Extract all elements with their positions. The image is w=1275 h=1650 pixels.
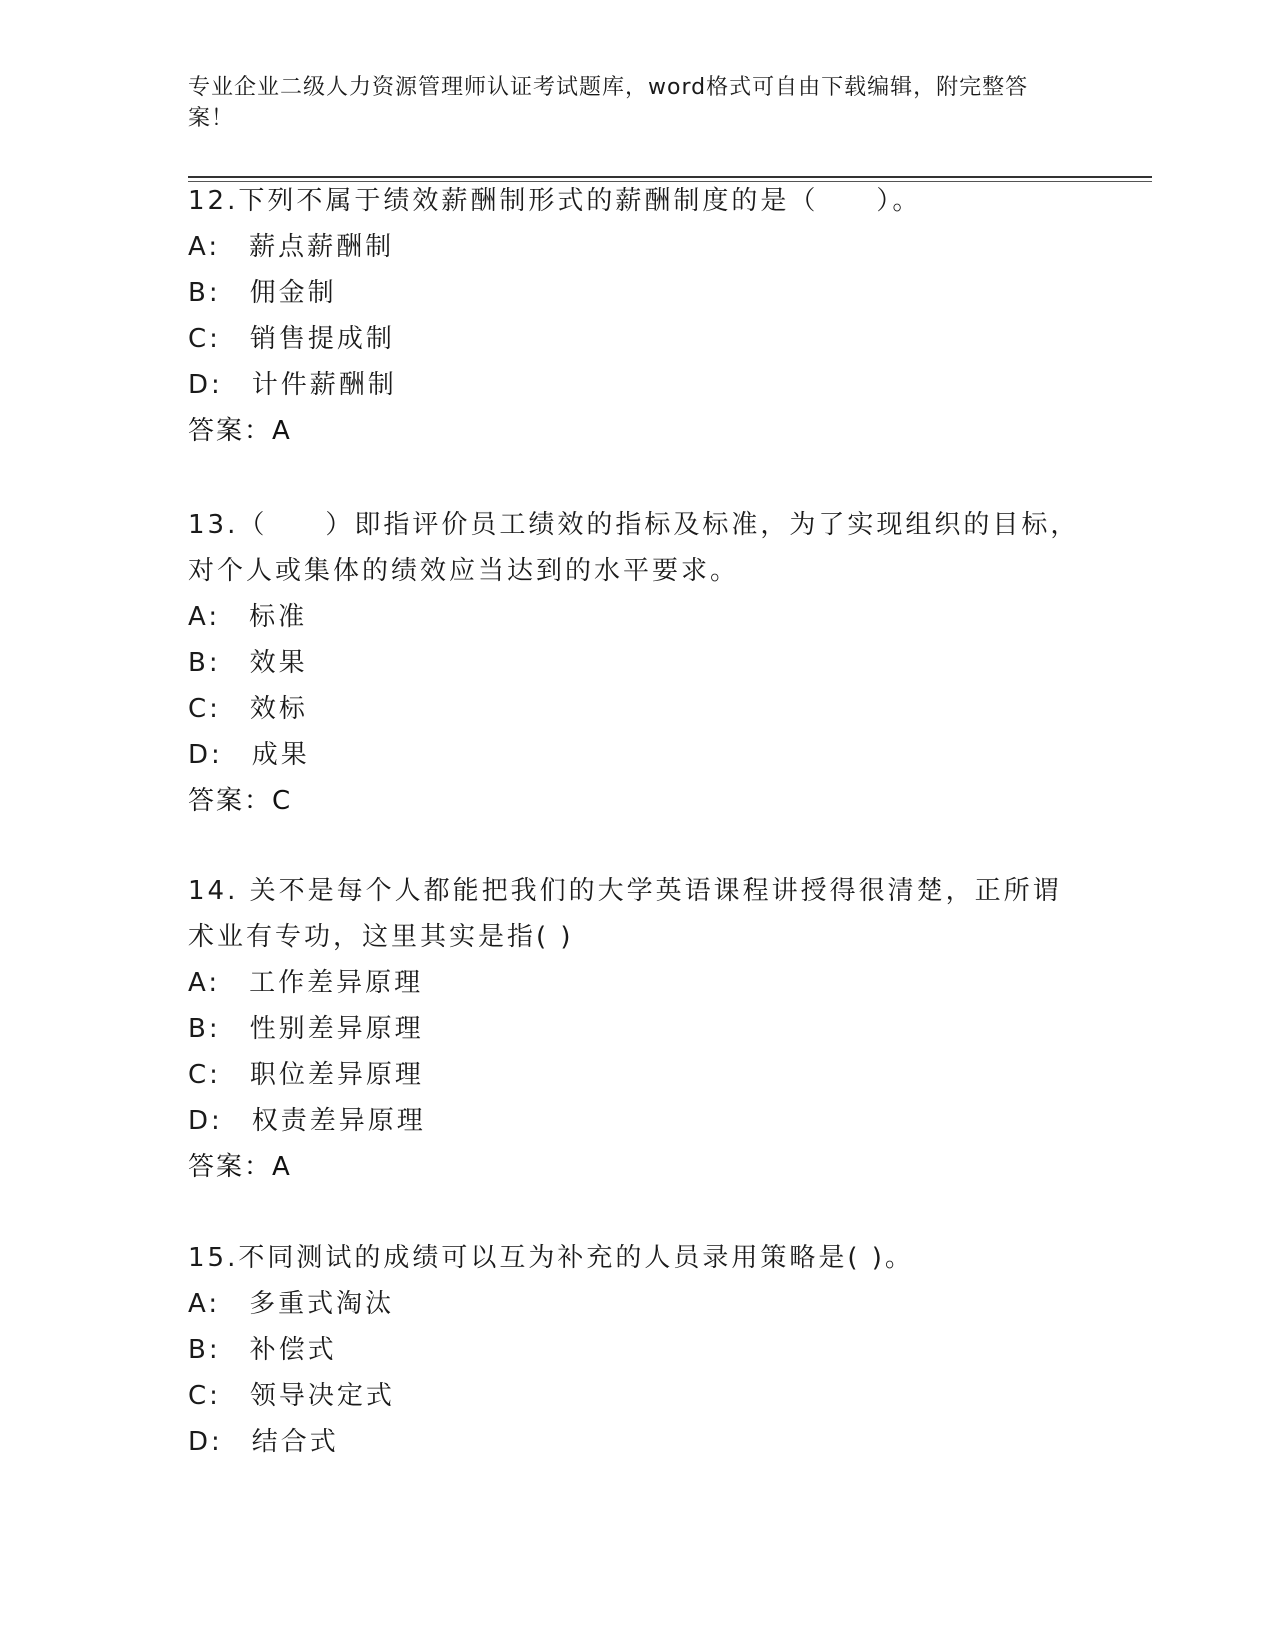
question-15 — [188, 1235, 1088, 1465]
option-b: B: 效果 — [188, 648, 308, 678]
option-b: B: 佣金制 — [188, 278, 337, 308]
option-c: C: 职位差异原理 — [188, 1060, 424, 1090]
question-stem: 14. 关不是每个人都能把我们的大学英语课程讲授得很清楚，正所谓术业有专功，这里其实是指( ) — [188, 876, 1062, 952]
question-stem: 15.不同测试的成绩可以互为补充的人员录用策略是( )。 — [188, 1243, 914, 1273]
option-c: C: 销售提成制 — [188, 324, 395, 354]
option-d: D: 结合式 — [188, 1427, 339, 1457]
question-12 — [188, 178, 1088, 454]
option-a: A: 标准 — [188, 602, 308, 632]
option-c: C: 领导决定式 — [188, 1381, 395, 1411]
option-a: A: 多重式淘汰 — [188, 1289, 395, 1319]
document-header: 专业企业二级人力资源管理师认证考试题库，word格式可自由下载编辑，附完整答案！ — [188, 75, 1029, 131]
option-c: C: 效标 — [188, 694, 308, 724]
question-14 — [188, 868, 1088, 1190]
question-stem: 13.（ ）即指评价员工绩效的指标及标准，为了实现组织的目标，对个人或集体的绩效应当达到的水平要求。 — [188, 510, 1080, 586]
option-d: D: 计件薪酬制 — [188, 370, 397, 400]
question-stem: 12.下列不属于绩效薪酬制形式的薪酬制度的是（ ）。 — [188, 186, 922, 216]
answer-line: 答案：C — [188, 786, 293, 816]
option-d: D: 成果 — [188, 740, 310, 770]
option-d: D: 权责差异原理 — [188, 1106, 426, 1136]
option-a: A: 薪点薪酬制 — [188, 232, 395, 262]
question-13 — [188, 502, 1088, 824]
answer-line: 答案：A — [188, 1152, 292, 1182]
option-b: B: 性别差异原理 — [188, 1014, 424, 1044]
option-a: A: 工作差异原理 — [188, 968, 424, 998]
answer-line: 答案：A — [188, 416, 292, 446]
option-b: B: 补偿式 — [188, 1335, 337, 1365]
